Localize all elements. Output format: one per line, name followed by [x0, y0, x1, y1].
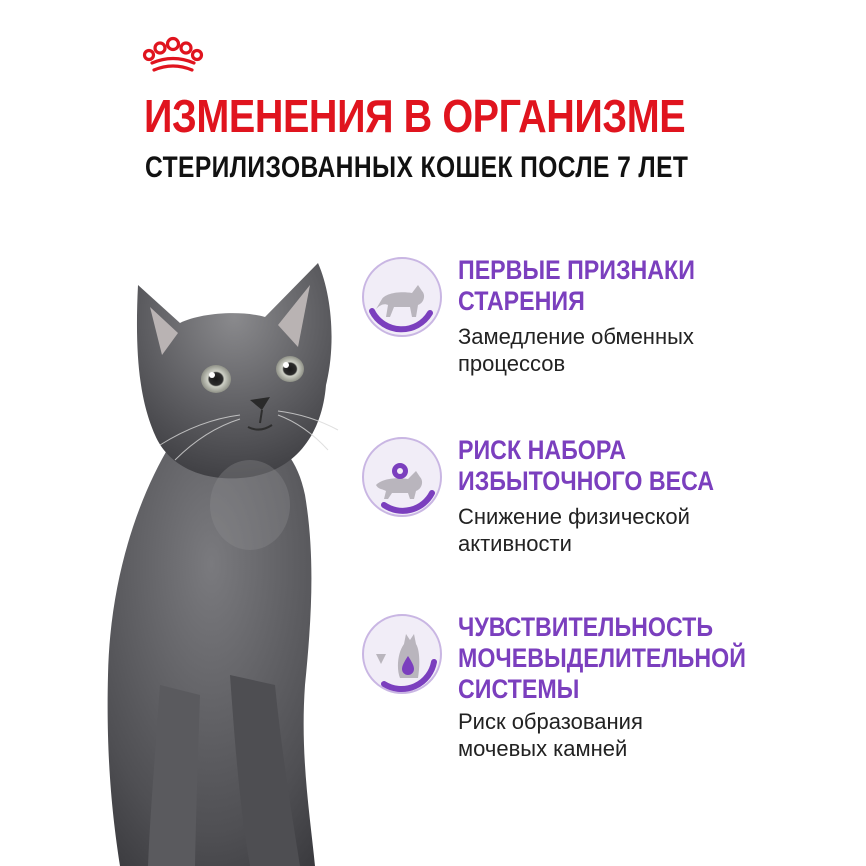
- urinary-cat-icon: [360, 612, 444, 696]
- feature-heading: РИСК НАБОРА ИЗБЫТОЧНОГО ВЕСА: [458, 435, 715, 496]
- feature-heading: ЧУВСТВИТЕЛЬНОСТЬ МОЧЕВЫДЕЛИТЕЛЬНОЙ СИСТЕМЫ: [458, 612, 746, 704]
- feature-heading: ПЕРВЫЕ ПРИЗНАКИ СТАРЕНИЯ: [458, 255, 695, 316]
- weight-cat-icon: [360, 435, 444, 519]
- feature-description: Риск образования мочевых камней: [458, 709, 643, 761]
- aging-cat-icon: [360, 255, 444, 339]
- feature-description: Замедление обменных процессов: [458, 324, 694, 376]
- feature-description: Снижение физической активности: [458, 504, 690, 556]
- page-subtitle: СТЕРИЛИЗОВАННЫХ КОШЕК ПОСЛЕ 7 ЛЕТ: [145, 151, 689, 184]
- grey-cat-image: [100, 255, 350, 866]
- page-title: ИЗМЕНЕНИЯ В ОРГАНИЗМЕ: [144, 90, 686, 142]
- royal-canin-crown-logo: [142, 36, 204, 78]
